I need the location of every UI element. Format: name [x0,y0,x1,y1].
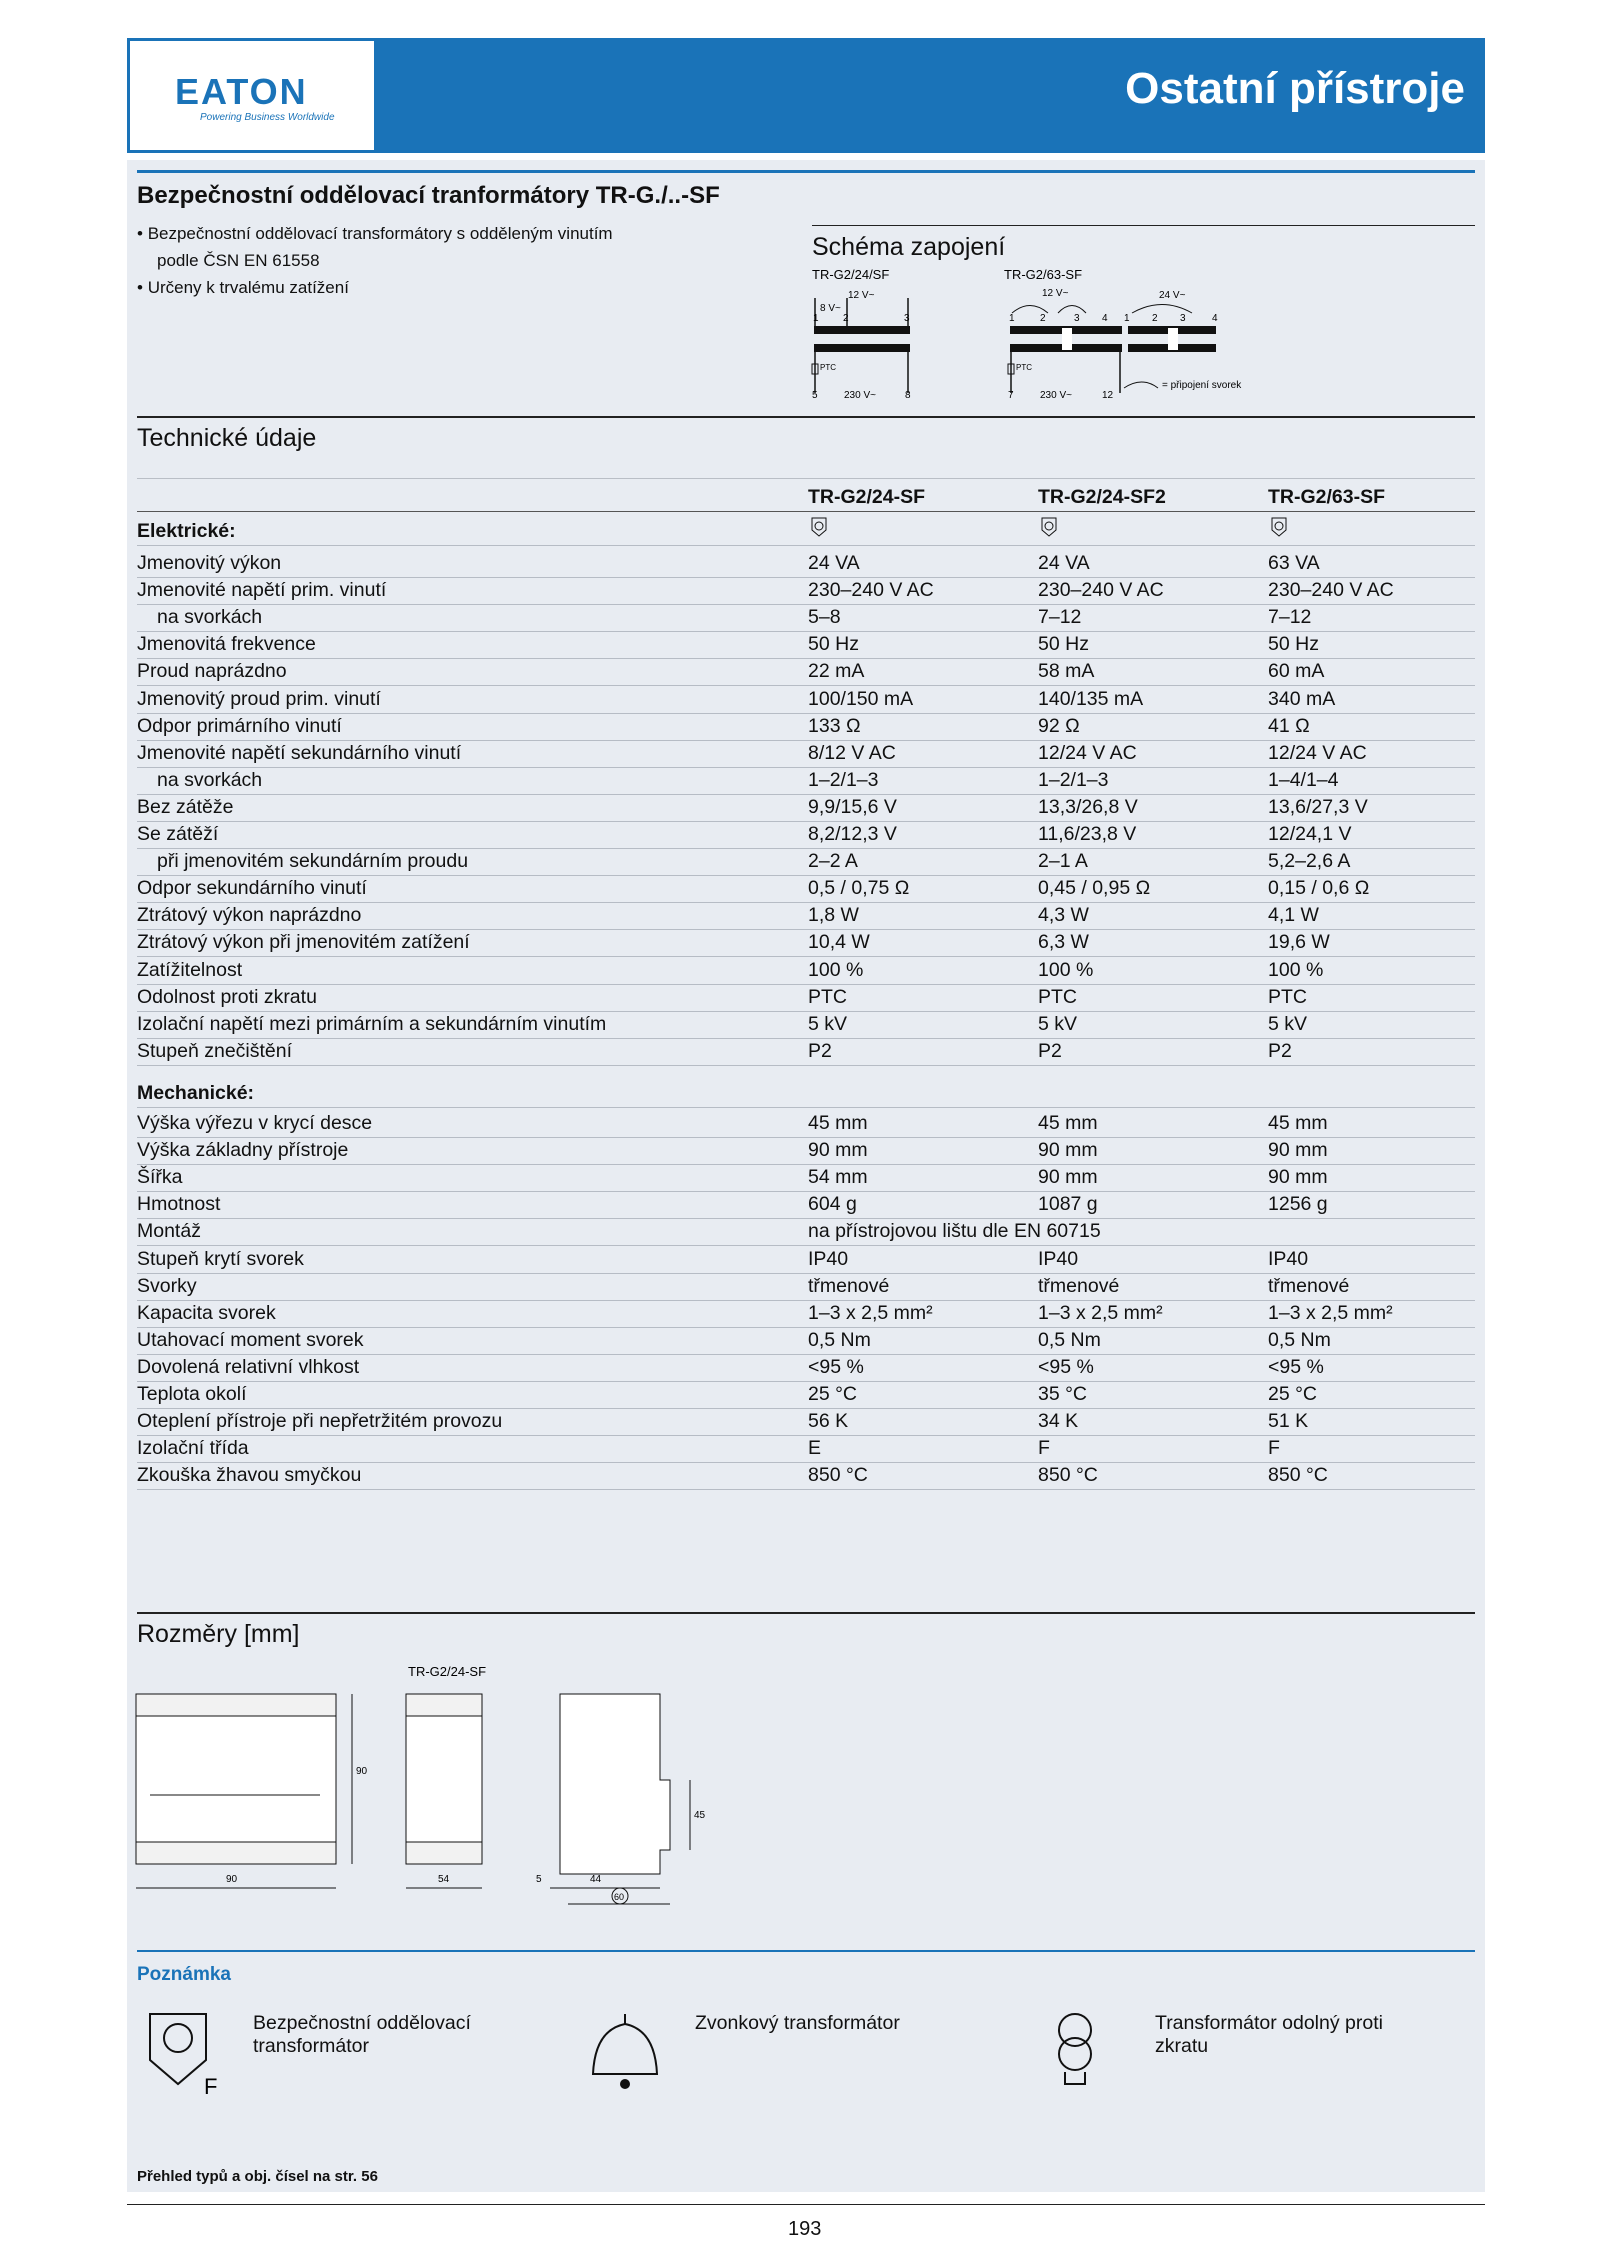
bell-transformer-icon [583,2010,667,2100]
label-12v: 12 V~ [1042,288,1069,299]
row-label: Jmenovitá frekvence [137,633,316,656]
note-item-safety: Bezpečnostní oddělovací transformátor [253,2012,471,2057]
svg-text:4: 4 [1102,313,1108,324]
table-row [137,740,1475,768]
row-label: Se zátěží [137,823,219,845]
schema-title: Schéma zapojení [812,233,1006,261]
row-label: Hmotnost [137,1193,221,1216]
row-value: 1,8 W [808,904,859,927]
table-row [137,821,1475,849]
row-label: Svorky [137,1274,197,1297]
label-12v: 12 V~ [848,290,875,301]
divider [137,478,1475,479]
dims-model-label: TR-G2/24-SF [408,1664,487,1679]
row-value: 100 % [808,958,864,981]
row-value: 100 % [1038,958,1094,981]
row-value: třmenové [808,1274,890,1297]
row-value: PTC [808,985,847,1008]
svg-text:5: 5 [812,390,818,401]
row-value: 100/150 mA [808,687,914,710]
row-label: Odolnost proti zkratu [137,985,317,1008]
row-value: 100 % [1268,958,1324,981]
row-value: 45 mm [1038,1112,1098,1134]
table-row [137,1381,1475,1409]
table-row [137,631,1475,659]
divider [812,225,1475,226]
row-value: na přístrojovou lištu dle EN 60715 [808,1220,1101,1243]
row-value: 850 °C [1038,1464,1098,1487]
row-value: 7–12 [1268,606,1312,629]
divider [137,1950,1475,1952]
row-value: 5,2–2,6 A [1268,850,1351,873]
table-row [137,1110,1475,1138]
row-value: 0,5 Nm [808,1328,871,1351]
row-value: 92 Ω [1038,714,1080,737]
svg-text:F: F [204,2074,218,2099]
svg-text:90: 90 [226,1874,238,1885]
device-side [560,1694,670,1874]
row-label: Utahovací moment svorek [137,1328,364,1351]
tech-title: Technické údaje [137,424,317,452]
row-value: 5 kV [1038,1012,1078,1035]
row-value: 1–3 x 2,5 mm² [1038,1301,1163,1324]
row-value: 0,15 / 0,6 Ω [1268,877,1370,900]
label-ptc: PTC [820,363,836,372]
row-label: na svorkách [157,606,263,629]
divider [127,2204,1485,2205]
svg-text:54: 54 [438,1874,450,1885]
row-value: 1–2/1–3 [1038,768,1109,791]
row-value: 140/135 mA [1038,687,1144,710]
row-label: Ztrátový výkon naprázdno [137,904,362,927]
row-value: 58 mA [1038,660,1095,683]
row-value: 22 mA [808,660,865,683]
row-label: Dovolená relativní vlhkost [137,1355,360,1378]
row-value: PTC [1268,985,1307,1008]
row-value: 5 kV [1268,1012,1308,1035]
table-row [137,1246,1475,1274]
note-item-bell: Zvonkový transformátor [695,2012,900,2034]
row-value: PTC [1038,985,1077,1008]
row-value: 25 °C [808,1383,857,1405]
row-label: Jmenovitý výkon [137,552,282,574]
safety-transformer-icon [1270,516,1288,538]
row-value: 90 mm [1038,1139,1098,1162]
legend-text: = připojení svorek [1162,380,1242,391]
row-value: IP40 [1038,1247,1079,1270]
device-front-54 [406,1694,482,1864]
row-value: 34 K [1038,1410,1079,1433]
svg-text:1: 1 [813,313,819,324]
table-row [137,713,1475,741]
row-value: 0,45 / 0,95 Ω [1038,877,1151,900]
table-row [137,1164,1475,1192]
table-row [137,957,1475,985]
brand-tagline: Powering Business Worldwide [200,112,335,123]
svg-text:90: 90 [356,1766,368,1777]
row-value: 340 mA [1268,687,1336,710]
row-label: Proud naprázdno [137,660,287,683]
label-8v: 8 V~ [820,303,841,314]
row-value: 9,9/15,6 V [808,795,897,818]
core-left [814,344,910,352]
row-label: při jmenovitém sekundárním proudu [157,850,469,873]
svg-text:7: 7 [1008,390,1014,401]
row-label: Ztrátový výkon při jmenovitém zatížení [137,931,470,954]
row-value: 230–240 V AC [1038,579,1164,602]
divider [137,1612,1475,1614]
row-value: 41 Ω [1268,714,1310,737]
row-label: Oteplení přístroje při nepřetržitém provozu [137,1410,503,1433]
row-value: 45 mm [1268,1112,1328,1134]
row-value: P2 [1038,1039,1062,1062]
row-value: 13,6/27,3 V [1268,795,1368,818]
row-value: 10,4 W [808,931,870,954]
row-value: F [1038,1437,1050,1460]
row-label: Výška základny přístroje [137,1139,349,1162]
table-row [137,1354,1475,1382]
product-title: Bezpečnostní oddělovací tranformátory TR-G./..-SF [137,182,720,209]
svg-text:1: 1 [1124,313,1130,324]
table-row [137,984,1475,1012]
row-label: Izolační napětí mezi primárním a sekundárním vinutím [137,1012,607,1035]
dims-title: Rozměry [mm] [137,1620,300,1648]
row-label: Jmenovité napětí prim. vinutí [137,579,387,602]
overview-note: Přehled typů a obj. čísel na str. 56 [137,2168,378,2185]
row-value: 604 g [808,1193,857,1216]
row-value: P2 [808,1039,832,1062]
safety-transformer-icon [146,2010,216,2100]
row-label: Stupeň krytí svorek [137,1247,304,1270]
table-row [137,902,1475,930]
svg-text:60: 60 [614,1892,625,1902]
row-label: Zatížitelnost [137,958,243,981]
row-value: třmenové [1268,1274,1350,1297]
svg-text:12: 12 [1102,390,1114,401]
row-value: 0,5 Nm [1268,1328,1331,1351]
row-value: 1087 g [1038,1193,1098,1216]
table-row [137,1300,1475,1328]
brand-wordmark: EATON [175,71,308,112]
row-value: 12/24,1 V [1268,823,1352,845]
safety-transformer-icon [1040,516,1058,538]
row-label: Odpor primárního vinutí [137,714,342,737]
svg-text:3: 3 [904,313,910,324]
row-value: 230–240 V AC [808,579,934,602]
row-value: 25 °C [1268,1383,1317,1405]
row-value: 24 VA [808,552,860,574]
row-value: P2 [1268,1039,1292,1062]
row-value: 0,5 Nm [1038,1328,1101,1351]
row-value: 8,2/12,3 V [808,823,897,845]
row-value: 1–3 x 2,5 mm² [1268,1301,1393,1324]
table-row [137,550,1475,578]
note-item-short-circuit: Transformátor odolný proti zkratu [1155,2012,1383,2057]
short-circuit-proof-icon [1053,2010,1097,2090]
divider [137,416,1475,418]
label-24v: 24 V~ [1159,290,1186,301]
label-230v: 230 V~ [1040,390,1072,401]
label-ptc: PTC [1016,363,1032,372]
row-value: 50 Hz [1038,633,1089,656]
row-value: 1–2/1–3 [808,768,879,791]
row-value: 850 °C [1268,1464,1328,1487]
table-row [137,767,1475,795]
table-row [137,1137,1475,1165]
table-row [137,929,1475,957]
row-value: 4,1 W [1268,904,1319,927]
bullet-item: podle ČSN EN 61558 [157,251,320,270]
row-label: Teplota okolí [137,1383,247,1405]
row-label: Jmenovitý proud prim. vinutí [137,687,381,710]
row-label: Kapacita svorek [137,1301,276,1324]
row-value: 13,3/26,8 V [1038,795,1138,818]
table-row [137,1191,1475,1219]
table-section-mechanical: Mechanické: [137,1080,1475,1108]
table-row [137,794,1475,822]
table-row [137,1435,1475,1463]
row-value: <95 % [808,1355,864,1378]
row-label: Izolační třída [137,1437,249,1460]
row-value: IP40 [1268,1247,1309,1270]
table-row [137,1327,1475,1355]
table-row [137,604,1475,632]
table-section-electrical: Elektrické: [137,518,1475,546]
row-value: 1256 g [1268,1193,1328,1216]
schema-right-label: TR-G2/63-SF [1004,267,1083,282]
table-row [137,686,1475,714]
logo [130,41,374,150]
row-value: 11,6/23,8 V [1038,823,1137,845]
row-value: 60 mA [1268,660,1325,683]
row-value: 5–8 [808,606,841,629]
divider [137,170,1475,173]
row-value: 90 mm [808,1139,868,1162]
table-row [137,848,1475,876]
row-value: 90 mm [1268,1166,1328,1189]
table-row [137,1038,1475,1066]
row-value: 8/12 V AC [808,741,896,764]
row-value: 12/24 V AC [1038,741,1137,764]
row-value: 7–12 [1038,606,1082,629]
row-label: na svorkách [157,768,263,791]
row-value: 51 K [1268,1410,1309,1433]
svg-text:3: 3 [1180,313,1186,324]
table-row [137,577,1475,605]
svg-text:2: 2 [1152,313,1158,324]
safety-transformer-icon [810,516,828,538]
svg-text:44: 44 [590,1874,602,1885]
row-value: 12/24 V AC [1268,741,1367,764]
row-value: 56 K [808,1410,849,1433]
row-label: Výška výřezu v krycí desce [137,1112,373,1134]
core-left [814,326,910,334]
row-value: 1–3 x 2,5 mm² [808,1301,933,1324]
row-value: 54 mm [808,1166,868,1189]
row-value: <95 % [1038,1355,1094,1378]
row-value: 4,3 W [1038,904,1089,927]
row-value: E [808,1437,822,1460]
row-value: 850 °C [808,1464,868,1487]
svg-text:8: 8 [905,390,911,401]
table-row [137,1462,1475,1490]
row-value: F [1268,1437,1280,1460]
row-value: 90 mm [1268,1139,1328,1162]
note-title: Poznámka [137,1964,231,1985]
row-value: <95 % [1268,1355,1324,1378]
table-header: TR-G2/24-SF TR-G2/24-SF2 TR-G2/63-SF [137,484,1475,512]
row-label: Stupeň znečištění [137,1039,293,1062]
row-value: 0,5 / 0,75 Ω [808,877,910,900]
row-value: třmenové [1038,1274,1120,1297]
row-value: 63 VA [1268,552,1320,574]
row-value: 6,3 W [1038,931,1089,954]
device-front-90 [136,1694,336,1864]
table-row [137,1273,1475,1301]
table-row [137,1011,1475,1039]
label-230v: 230 V~ [844,390,876,401]
row-value: 50 Hz [1268,633,1319,656]
row-value: 90 mm [1038,1166,1098,1189]
bullet-item: • Určeny k trvalému zatížení [137,278,349,297]
svg-text:3: 3 [1074,313,1080,324]
row-label: Zkouška žhavou smyčkou [137,1464,362,1487]
row-value: 35 °C [1038,1383,1087,1405]
table-row [137,875,1475,903]
product-bullets [137,220,613,301]
page-number: 193 [788,2218,822,2240]
schema-left-label: TR-G2/24/SF [812,267,890,282]
wiring-diagram [812,268,1272,408]
table-row [137,1408,1475,1436]
svg-text:2: 2 [843,313,849,324]
page-title: Ostatní přístroje [1125,64,1465,113]
row-value: IP40 [808,1247,849,1270]
svg-text:4: 4 [1212,313,1218,324]
table-row [137,658,1475,686]
table-row [137,1218,1475,1246]
row-label: Šířka [137,1166,183,1189]
row-label: Bez zátěže [137,795,234,818]
row-value: 45 mm [808,1112,868,1134]
row-value: 2–2 A [808,850,858,873]
bullet-item: • Bezpečnostní oddělovací transformátory s odděleným vinutím [137,224,613,243]
row-value: 50 Hz [808,633,859,656]
svg-text:5: 5 [536,1874,542,1885]
row-label: Jmenovité napětí sekundárního vinutí [137,741,462,764]
row-label: Odpor sekundárního vinutí [137,877,367,900]
dimension-drawings [130,1660,706,1920]
row-value: 1–4/1–4 [1268,768,1339,791]
svg-text:2: 2 [1040,313,1046,324]
svg-text:45: 45 [694,1810,706,1821]
row-value: 5 kV [808,1012,848,1035]
svg-text:1: 1 [1009,313,1015,324]
row-value: 2–1 A [1038,850,1088,873]
row-label: Montáž [137,1220,201,1243]
row-value: 230–240 V AC [1268,579,1394,602]
row-value: 19,6 W [1268,931,1330,954]
row-value: 24 VA [1038,552,1090,574]
row-value: 133 Ω [808,714,861,737]
